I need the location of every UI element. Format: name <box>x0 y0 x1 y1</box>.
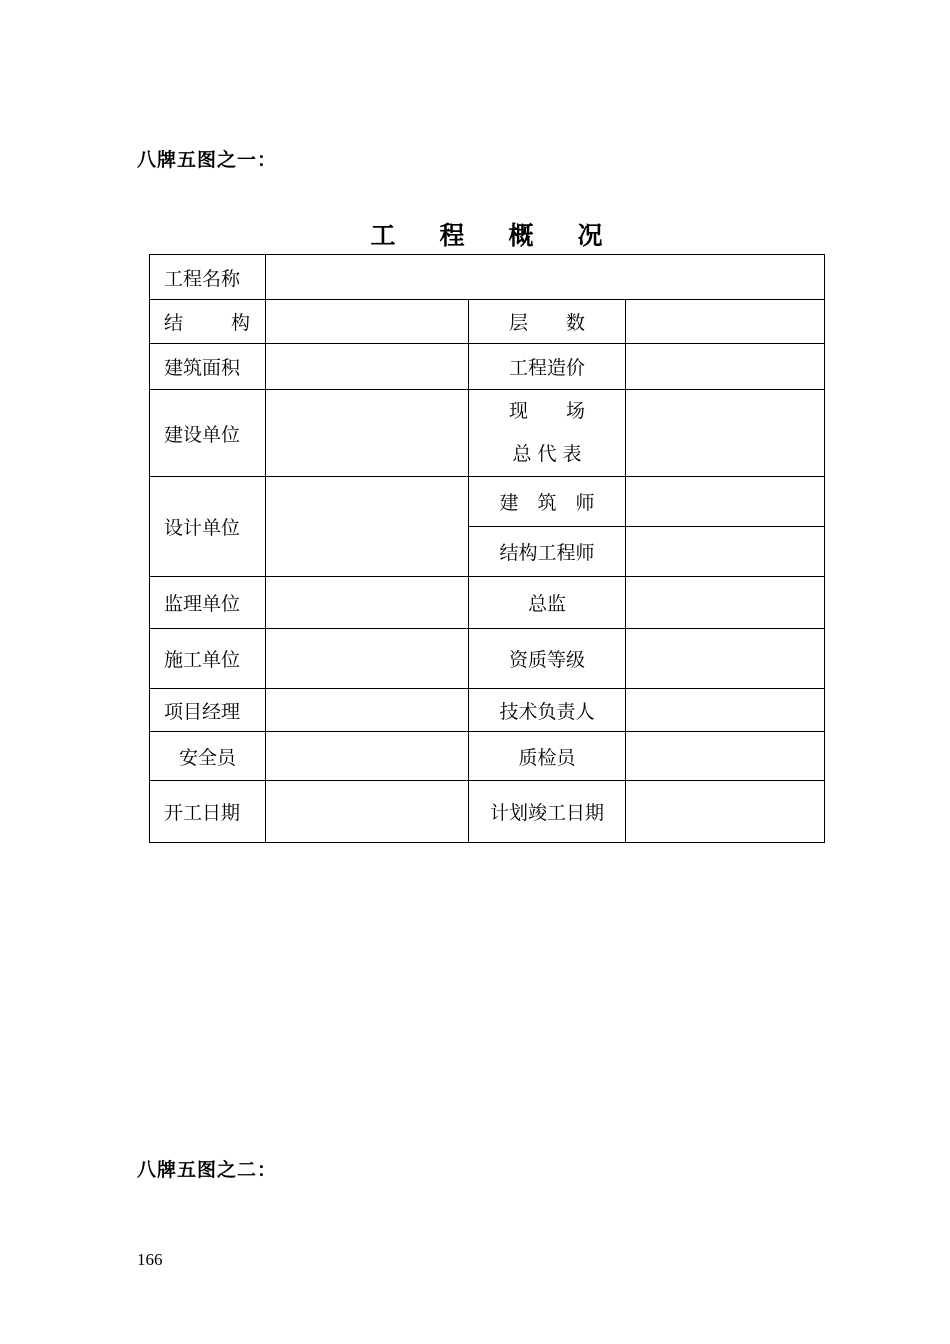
title-char: 工 <box>370 221 396 250</box>
table-row <box>150 300 825 344</box>
label-architect: 建 筑 师 <box>469 477 626 527</box>
value-chief-supervisor[interactable] <box>626 577 825 629</box>
project-overview-table <box>149 254 825 843</box>
table-row <box>150 732 825 781</box>
value-qualification-grade[interactable] <box>626 629 825 689</box>
table-row <box>150 781 825 843</box>
title-char: 概 <box>508 221 534 250</box>
section-heading-1: 八牌五图之一： <box>137 149 278 171</box>
label-structure: 结 构 <box>150 300 266 344</box>
label-design-unit: 设计单位 <box>150 477 266 577</box>
table-row <box>150 629 825 689</box>
site-rep-line1: 现 场 <box>508 400 585 422</box>
title-char: 程 <box>439 221 465 250</box>
value-project-manager[interactable] <box>266 689 469 732</box>
value-structure[interactable] <box>266 300 469 344</box>
label-safety-officer: 安全员 <box>150 732 266 781</box>
value-client-unit[interactable] <box>266 390 469 477</box>
value-structural-engineer[interactable] <box>626 527 825 577</box>
label-construction-unit: 施工单位 <box>150 629 266 689</box>
table-title <box>149 216 824 252</box>
label-site-representative <box>469 390 626 477</box>
label-qualification-grade: 资质等级 <box>469 629 626 689</box>
table-row <box>150 477 825 527</box>
label-technical-lead: 技术负责人 <box>469 689 626 732</box>
table-row <box>150 255 825 300</box>
title-char: 况 <box>577 221 603 250</box>
value-architect[interactable] <box>626 477 825 527</box>
page-number: 166 <box>137 1250 163 1269</box>
value-quality-inspector[interactable] <box>626 732 825 781</box>
label-planned-completion: 计划竣工日期 <box>469 781 626 843</box>
label-start-date: 开工日期 <box>150 781 266 843</box>
label-project-cost: 工程造价 <box>469 344 626 390</box>
value-supervision-unit[interactable] <box>266 577 469 629</box>
value-building-area[interactable] <box>266 344 469 390</box>
value-design-unit[interactable] <box>266 477 469 577</box>
label-building-area: 建筑面积 <box>150 344 266 390</box>
value-start-date[interactable] <box>266 781 469 843</box>
label-quality-inspector: 质检员 <box>469 732 626 781</box>
value-site-representative[interactable] <box>626 390 825 477</box>
label-project-name: 工程名称 <box>150 255 266 300</box>
table-row <box>150 577 825 629</box>
label-supervision-unit: 监理单位 <box>150 577 266 629</box>
label-client-unit: 建设单位 <box>150 390 266 477</box>
section-heading-2: 八牌五图之二： <box>137 1159 278 1181</box>
table-row <box>150 390 825 477</box>
value-construction-unit[interactable] <box>266 629 469 689</box>
label-project-manager: 项目经理 <box>150 689 266 732</box>
label-structural-engineer: 结构工程师 <box>469 527 626 577</box>
label-floors: 层 数 <box>469 300 626 344</box>
site-rep-line2: 总 代 表 <box>512 443 582 465</box>
value-project-name[interactable] <box>266 255 825 300</box>
value-planned-completion[interactable] <box>626 781 825 843</box>
label-chief-supervisor: 总监 <box>469 577 626 629</box>
value-floors[interactable] <box>626 300 825 344</box>
table-row <box>150 689 825 732</box>
value-project-cost[interactable] <box>626 344 825 390</box>
table-row <box>150 344 825 390</box>
value-safety-officer[interactable] <box>266 732 469 781</box>
value-technical-lead[interactable] <box>626 689 825 732</box>
